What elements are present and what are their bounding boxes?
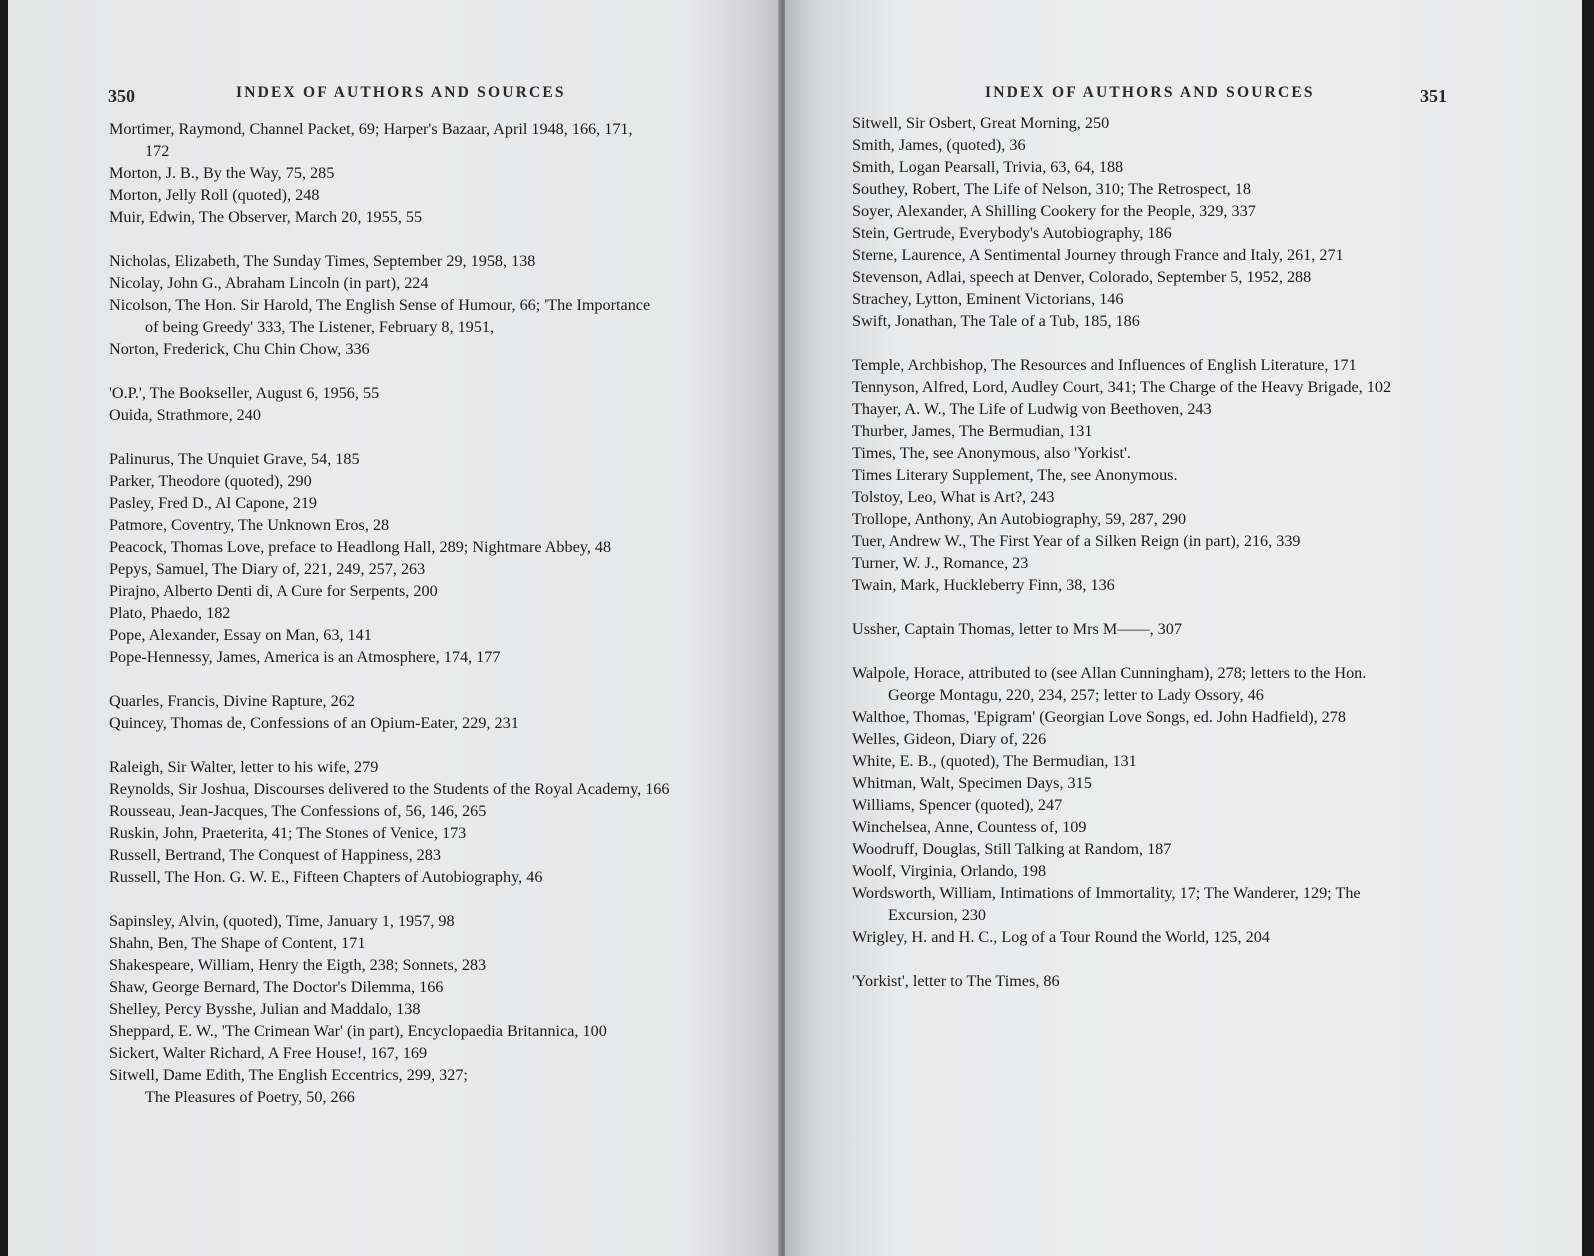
section-gap: [109, 426, 749, 448]
index-entry: Raleigh, Sir Walter, letter to his wife, 279: [109, 758, 379, 776]
index-entry: Nicolay, John G., Abraham Lincoln (in part), 224: [109, 274, 429, 292]
index-entry: Welles, Gideon, Diary of, 226: [852, 730, 1047, 748]
index-entry: 'Yorkist', letter to The Times, 86: [852, 972, 1060, 990]
index-entry: Norton, Frederick, Chu Chin Chow, 336: [109, 340, 370, 358]
index-entry: Quarles, Francis, Divine Rapture, 262: [109, 692, 355, 710]
index-entry: Plato, Phaedo, 182: [109, 604, 231, 622]
index-entry-continuation: 172: [145, 142, 170, 160]
index-entry: Williams, Spencer (quoted), 247: [852, 796, 1063, 814]
index-entry: Patmore, Coventry, The Unknown Eros, 28: [109, 516, 390, 534]
index-entry: Shakespeare, William, Henry the Eigth, 238; Sonnets, 283: [109, 956, 487, 974]
index-entry: Southey, Robert, The Life of Nelson, 310; The Retrospect, 18: [852, 180, 1251, 198]
section-gap: [852, 640, 1512, 662]
index-entry: Wrigley, H. and H. C., Log of a Tour Round the World, 125, 204: [852, 928, 1270, 946]
index-entry: White, E. B., (quoted), The Bermudian, 131: [852, 752, 1137, 770]
index-entry: Sitwell, Sir Osbert, Great Morning, 250: [852, 114, 1110, 132]
right-page: [785, 0, 1582, 1256]
index-entry: Ussher, Captain Thomas, letter to Mrs M——, 307: [852, 620, 1182, 638]
section-gap: [109, 668, 749, 690]
index-entry: Shahn, Ben, The Shape of Content, 171: [109, 934, 366, 952]
index-entry: Whitman, Walt, Specimen Days, 315: [852, 774, 1092, 792]
index-entry: Tennyson, Alfred, Lord, Audley Court, 341; The Charge of the Heavy Brigade, 102: [852, 378, 1392, 396]
index-entry: Quincey, Thomas de, Confessions of an Opium-Eater, 229, 231: [109, 714, 519, 732]
index-entry: Pirajno, Alberto Denti di, A Cure for Serpents, 200: [109, 582, 438, 600]
index-entry: Walpole, Horace, attributed to (see Allan Cunningham), 278; letters to the Hon.: [852, 664, 1367, 682]
index-entry: Morton, J. B., By the Way, 75, 285: [109, 164, 335, 182]
index-entries-right: [852, 112, 1512, 992]
index-entry: Smith, Logan Pearsall, Trivia, 63, 64, 188: [852, 158, 1124, 176]
index-entry: 'O.P.', The Bookseller, August 6, 1956, 55: [109, 384, 380, 402]
section-gap: [109, 360, 749, 382]
index-entry: Sheppard, E. W., 'The Crimean War' (in part), Encyclopaedia Britannica, 100: [109, 1022, 607, 1040]
section-gap: [852, 596, 1512, 618]
index-entry: Morton, Jelly Roll (quoted), 248: [109, 186, 320, 204]
index-entry: Muir, Edwin, The Observer, March 20, 1955, 55: [109, 208, 423, 226]
running-head-right: INDEX OF AUTHORS AND SOURCES: [985, 84, 1315, 101]
section-gap: [852, 948, 1512, 970]
index-entry: Sickert, Walter Richard, A Free House!, 167, 169: [109, 1044, 428, 1062]
index-entry: Pope-Hennessy, James, America is an Atmosphere, 174, 177: [109, 648, 501, 666]
section-gap: [852, 332, 1512, 354]
index-entry: Stevenson, Adlai, speech at Denver, Colorado, September 5, 1952, 288: [852, 268, 1312, 286]
index-entry: Sapinsley, Alvin, (quoted), Time, January 1, 1957, 98: [109, 912, 455, 930]
index-entry: Thurber, James, The Bermudian, 131: [852, 422, 1093, 440]
index-entry: Parker, Theodore (quoted), 290: [109, 472, 312, 490]
index-entry: Ouida, Strathmore, 240: [109, 406, 261, 424]
index-entry: Times Literary Supplement, The, see Anonymous.: [852, 466, 1178, 484]
index-entry: Soyer, Alexander, A Shilling Cookery for the People, 329, 337: [852, 202, 1256, 220]
index-entry: Twain, Mark, Huckleberry Finn, 38, 136: [852, 576, 1115, 594]
index-entry: Times, The, see Anonymous, also 'Yorkist'.: [852, 444, 1131, 462]
index-entry: Mortimer, Raymond, Channel Packet, 69; Harper's Bazaar, April 1948, 166, 171,: [109, 120, 633, 138]
index-entry: Pasley, Fred D., Al Capone, 219: [109, 494, 318, 512]
index-entry: Shaw, George Bernard, The Doctor's Dilemma, 166: [109, 978, 444, 996]
index-entry: Pepys, Samuel, The Diary of, 221, 249, 257, 263: [109, 560, 426, 578]
index-entry: Tuer, Andrew W., The First Year of a Silken Reign (in part), 216, 339: [852, 532, 1301, 550]
index-entry: Palinurus, The Unquiet Grave, 54, 185: [109, 450, 360, 468]
index-entry: Reynolds, Sir Joshua, Discourses delivered to the Students of the Royal Academy, 166: [109, 780, 670, 798]
index-entry-continuation: George Montagu, 220, 234, 257; letter to Lady Ossory, 46: [888, 686, 1264, 704]
running-head-left: INDEX OF AUTHORS AND SOURCES: [236, 84, 566, 101]
index-entry: Ruskin, John, Praeterita, 41; The Stones of Venice, 173: [109, 824, 467, 842]
index-entry: Thayer, A. W., The Life of Ludwig von Beethoven, 243: [852, 400, 1212, 418]
index-entry: Swift, Jonathan, The Tale of a Tub, 185, 186: [852, 312, 1140, 330]
index-entries-left: [109, 118, 749, 1108]
index-entry: Shelley, Percy Bysshe, Julian and Maddalo, 138: [109, 1000, 421, 1018]
section-gap: [109, 734, 749, 756]
index-entry: Winchelsea, Anne, Countess of, 109: [852, 818, 1087, 836]
index-entry: Nicolson, The Hon. Sir Harold, The English Sense of Humour, 66; 'The Importance: [109, 296, 651, 314]
index-entry: Pope, Alexander, Essay on Man, 63, 141: [109, 626, 372, 644]
index-entry: Turner, W. J., Romance, 23: [852, 554, 1029, 572]
index-entry: Rousseau, Jean-Jacques, The Confessions of, 56, 146, 265: [109, 802, 487, 820]
index-entry: Strachey, Lytton, Eminent Victorians, 146: [852, 290, 1124, 308]
index-entry-continuation: The Pleasures of Poetry, 50, 266: [145, 1088, 355, 1106]
index-entry-continuation: Excursion, 230: [888, 906, 987, 924]
index-entry-continuation: of being Greedy' 333, The Listener, February 8, 1951,: [145, 318, 495, 336]
index-entry: Woodruff, Douglas, Still Talking at Random, 187: [852, 840, 1172, 858]
index-entry: Wordsworth, William, Intimations of Immortality, 17; The Wanderer, 129; The: [852, 884, 1361, 902]
index-entry: Smith, James, (quoted), 36: [852, 136, 1026, 154]
index-entry: Sitwell, Dame Edith, The English Eccentrics, 299, 327;: [109, 1066, 468, 1084]
index-entry: Stein, Gertrude, Everybody's Autobiography, 186: [852, 224, 1172, 242]
section-gap: [109, 888, 749, 910]
left-page: [8, 0, 783, 1256]
section-gap: [109, 228, 749, 250]
index-entry: Tolstoy, Leo, What is Art?, 243: [852, 488, 1055, 506]
index-entry: Russell, The Hon. G. W. E., Fifteen Chapters of Autobiography, 46: [109, 868, 543, 886]
page-number-right: 351: [1420, 86, 1447, 106]
index-entry: Peacock, Thomas Love, preface to Headlong Hall, 289; Nightmare Abbey, 48: [109, 538, 612, 556]
index-entry: Walthoe, Thomas, 'Epigram' (Georgian Love Songs, ed. John Hadfield), 278: [852, 708, 1346, 726]
page-number-left: 350: [108, 86, 135, 106]
index-entry: Russell, Bertrand, The Conquest of Happiness, 283: [109, 846, 441, 864]
index-entry: Trollope, Anthony, An Autobiography, 59, 287, 290: [852, 510, 1187, 528]
index-entry: Sterne, Laurence, A Sentimental Journey through France and Italy, 261, 271: [852, 246, 1344, 264]
index-entry: Temple, Archbishop, The Resources and Influences of English Literature, 171: [852, 356, 1357, 374]
index-entry: Nicholas, Elizabeth, The Sunday Times, September 29, 1958, 138: [109, 252, 536, 270]
index-entry: Woolf, Virginia, Orlando, 198: [852, 862, 1047, 880]
